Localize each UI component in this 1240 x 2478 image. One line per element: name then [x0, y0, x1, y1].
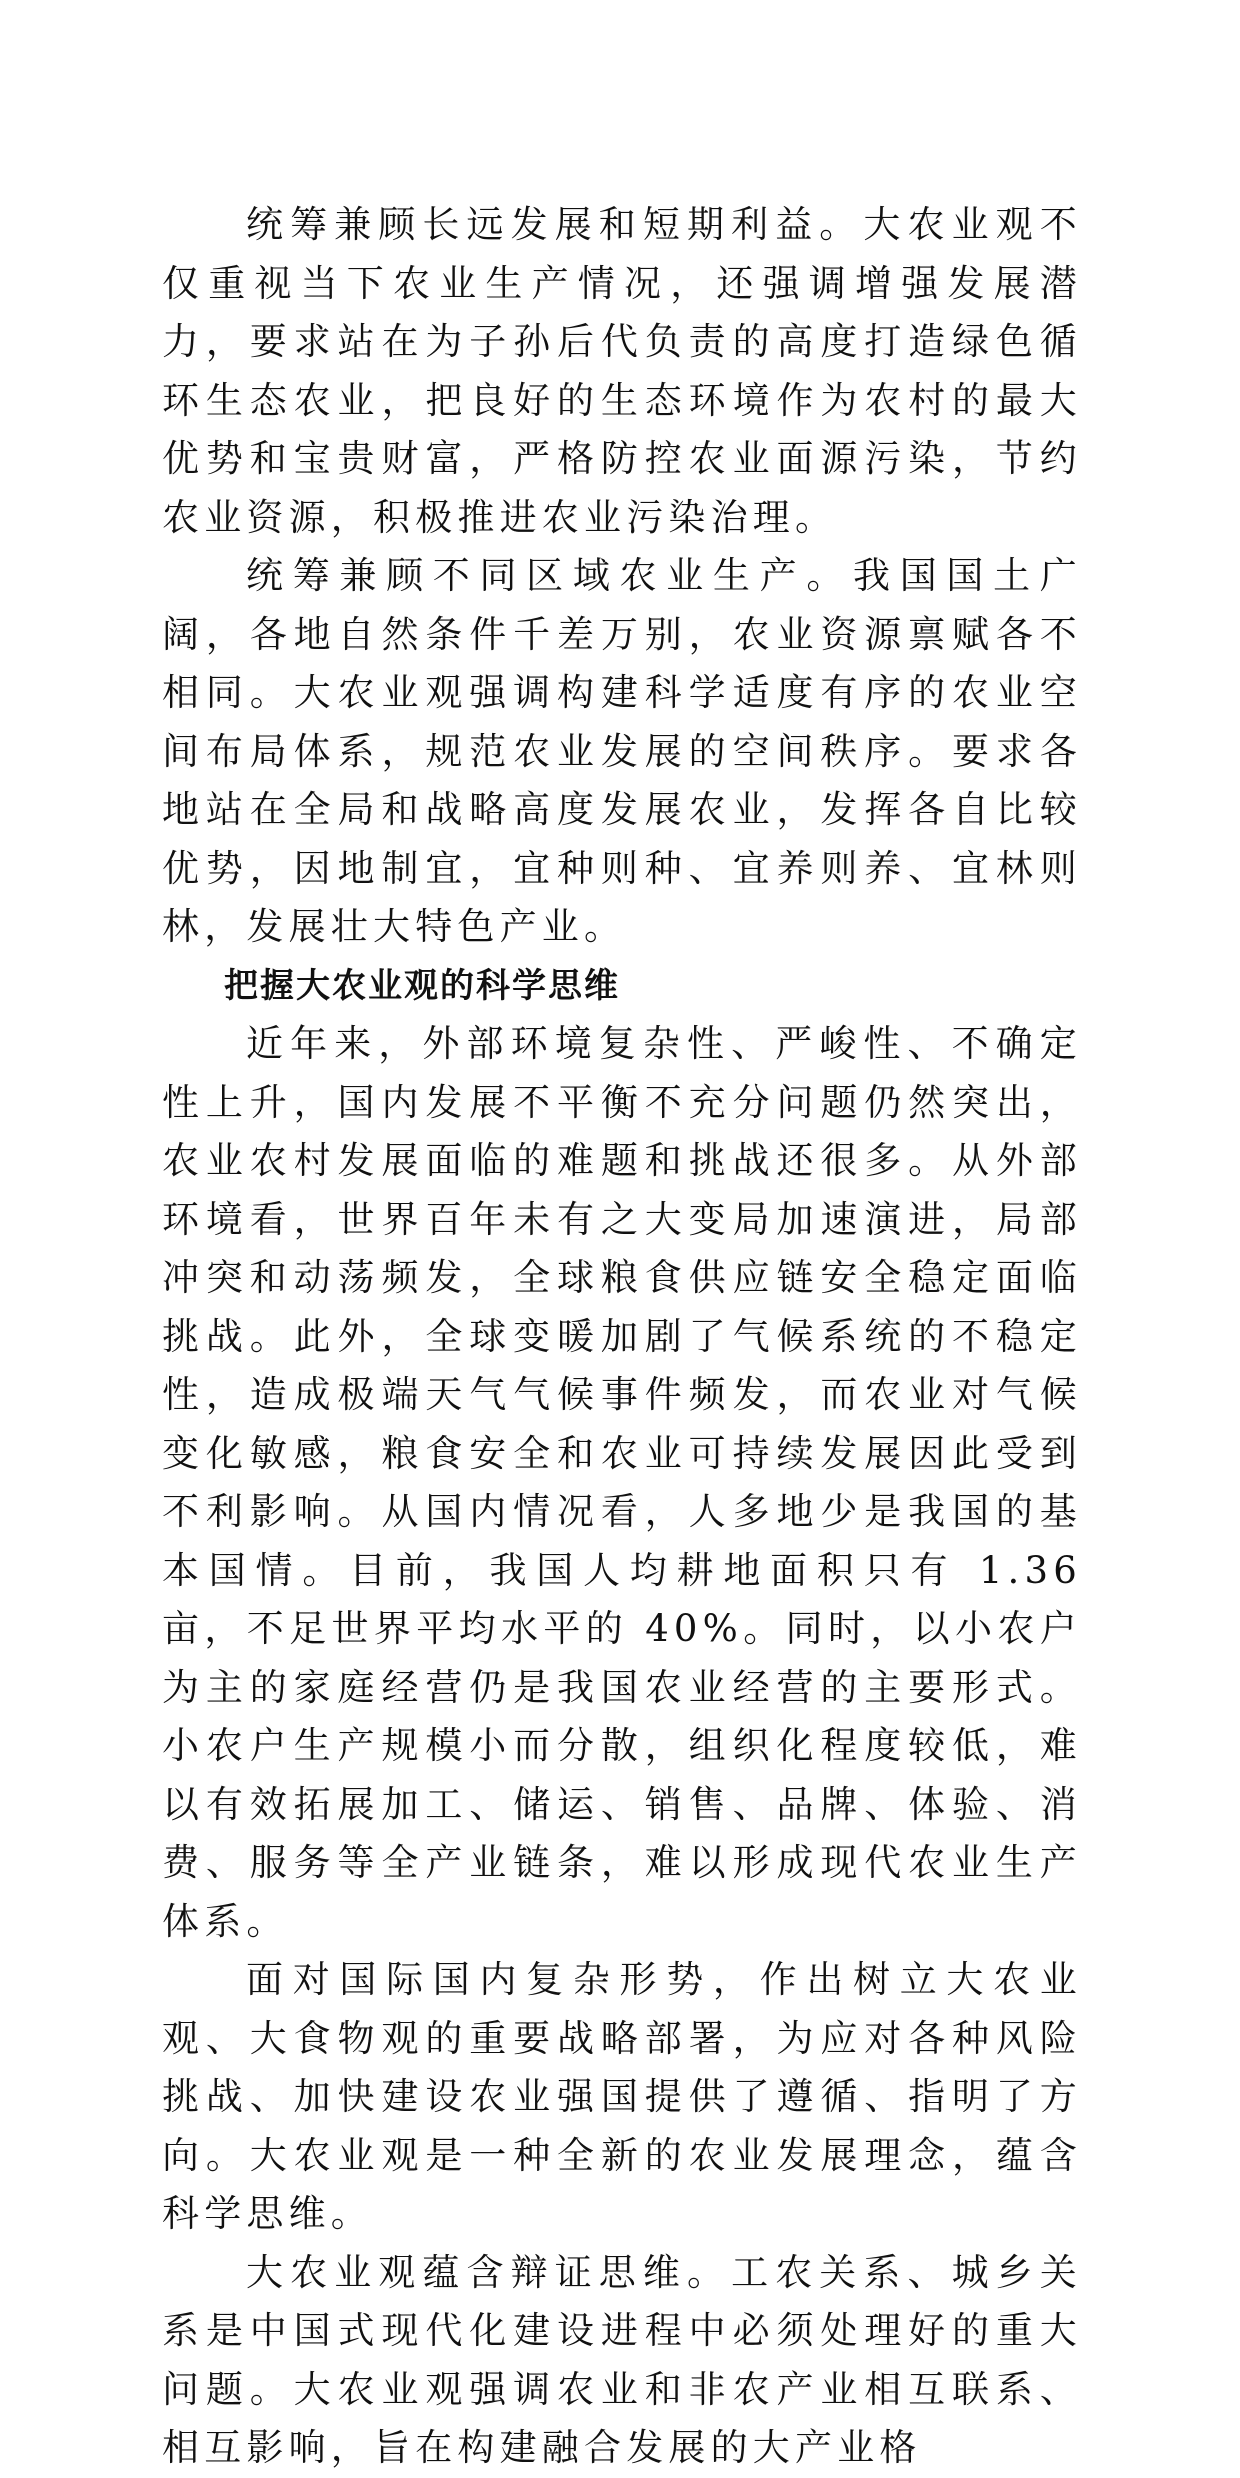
paragraph-long-term-balance: 统筹兼顾长远发展和短期利益。大农业观不仅重视当下农业生产情况，还强调增强发展潜力，要求站在为子孙后代负责的高度打造绿色循环生态农业，把良好的生态环境作为农村的最大优势和宝贵财富，严格防控农业面源污染，节约农业资源，积极推进农业污染治理。 [162, 203, 1082, 539]
paragraph-dialectical-thinking: 大农业观蕴含辩证思维。工农关系、城乡关系是中国式现代化建设进程中必须处理好的重大问题。大农业观强调农业和非农产业相互联系、相互影响，旨在构建融合发展的大产业格 [162, 2250, 1082, 2469]
section-heading: 把握大农业观的科学思维 [224, 965, 620, 1006]
paragraph-strategic-deployment: 面对国际国内复杂形势，作出树立大农业观、大食物观的重要战略部署，为应对各种风险挑战、加快建设农业强国提供了遵循、指明了方向。大农业观是一种全新的农业发展理念，蕴含科学思维。 [162, 1958, 1082, 2235]
document-page [162, 196, 1082, 2478]
paragraph-regional-balance: 统筹兼顾不同区域农业生产。我国国土广阔，各地自然条件千差万别，农业资源禀赋各不相同。大农业观强调构建科学适度有序的农业空间布局体系，规范农业发展的空间秩序。要求各地站在全局和战略高度发展农业，发挥各自比较优势，因地制宜，宜种则种、宜养则养、宜林则林，发展壮大特色产业。 [162, 554, 1082, 948]
paragraph-challenges: 近年来，外部环境复杂性、严峻性、不确定性上升，国内发展不平衡不充分问题仍然突出，农业农村发展面临的难题和挑战还很多。从外部环境看，世界百年未有之大变局加速演进，局部冲突和动荡频发，全球粮食供应链安全稳定面临挑战。此外，全球变暖加剧了气候系统的不稳定性，造成极端天气气候事件频发，而农业对气候变化敏感，粮食安全和农业可持续发展因此受到不利影响。从国内情况看，人多地少是我国的基本国情。目前，我国人均耕地面积只有 1.36 亩，不足世界平均水平的 40%。同时，以小农户为主的家庭经营仍是我国农业经营的主要形式。小农户生产规模小而分散，组织化程度较低，难以有效拓展加工、储运、销售、品牌、体验、消费、服务等全产业链条，难以形成现代农业生产体系。 [162, 1022, 1082, 1943]
